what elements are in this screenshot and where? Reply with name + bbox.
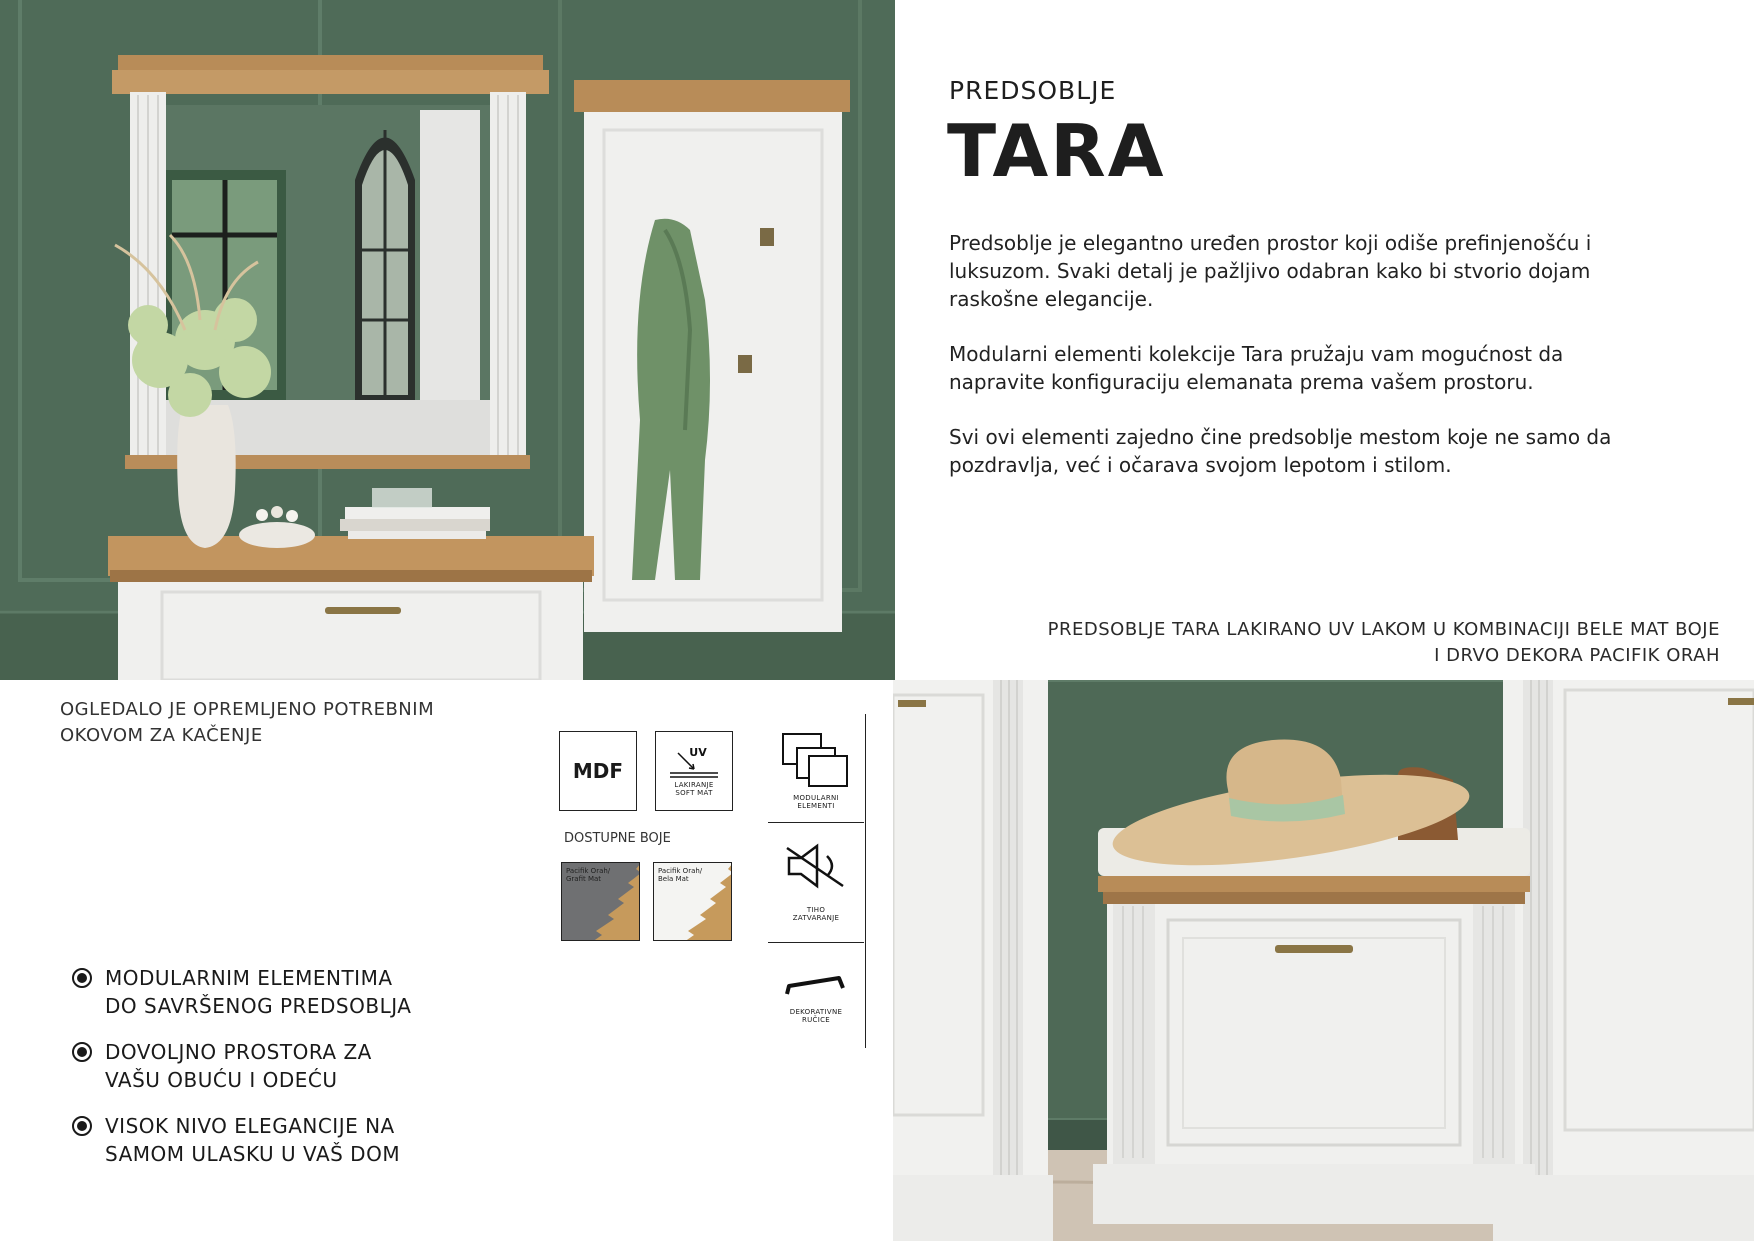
available-colors-title: DOSTUPNE BOJE [564,831,671,846]
uv-lacquer-badge [655,731,733,811]
modular-label-line: ELEMENTI [797,802,835,810]
modular-label-line: MODULARNI [793,794,839,802]
benefit-text [105,1038,372,1094]
uv-icon-text: UV [689,746,707,759]
benefits-list [72,964,411,1186]
icon-divider [768,942,864,943]
silent-closing-feature [768,842,864,922]
product-category: PREDSOBLJE [949,76,1117,105]
swatch-label [566,867,610,883]
finish-caption-line: PREDSOBLJE TARA LAKIRANO UV LAKOM U KOMBINACIJI BELE MAT BOJE [1047,619,1720,640]
radio-bullet-icon [72,1042,92,1062]
decorative-handles-feature [768,968,864,1024]
icon-divider [768,822,864,823]
silent-label [793,906,840,922]
uv-label-line: LAKIRANJE [674,781,714,789]
description-paragraph: Svi ovi elementi zajedno čine predsoblje mestom koje ne samo da pozdravlja, već i očarava svojom lepotom i stilom. [949,425,1612,477]
uv-label [674,781,713,797]
uv-label-line: SOFT MAT [675,789,713,797]
modular-blocks-icon [781,732,851,788]
mirror-note [60,697,434,749]
swatch-label-line: Grafit Mat [566,875,602,883]
mdf-badge [559,731,637,811]
radio-bullet-icon [72,968,92,988]
modular-elements-feature [768,732,864,810]
benefit-text [105,964,411,1020]
benefit-line: VAŠU OBUĆU I ODEĆU [105,1068,338,1092]
color-swatch-oak-graphite [561,862,640,941]
mirror-note-line: OKOVOM ZA KAČENJE [60,725,263,746]
finish-caption-line: I DRVO DEKORA PACIFIK ORAH [1434,645,1720,666]
finish-caption [1048,617,1720,669]
benefit-item [72,1112,411,1168]
mute-speaker-icon [781,842,851,890]
benefit-line: VISOK NIVO ELEGANCIJE NA [105,1114,395,1138]
silent-label-line: TIHO [806,906,826,914]
uv-icon [666,745,722,781]
hallway-photo-mirror-and-coat-panel [0,0,895,680]
mirror-note-line: OGLEDALO JE OPREMLJENO POTREBNIM [60,699,435,720]
product-title: TARA [947,109,1166,193]
color-swatch-oak-white [653,862,732,941]
handles-label-line: RUČICE [801,1016,831,1024]
swatch-label-line: Bela Mat [658,875,689,883]
product-description [949,229,1649,506]
benefit-text [105,1112,400,1168]
benefit-item [72,1038,411,1094]
handles-label [790,1008,842,1024]
benefit-line: DO SAVRŠENOG PREDSOBLJA [105,994,412,1018]
silent-label-line: ZATVARANJE [792,914,840,922]
swatch-label [658,867,702,883]
feature-icons-column [768,714,866,1048]
swatch-label-line: Pacifik Orah/ [566,867,611,875]
swatch-label-line: Pacifik Orah/ [658,867,703,875]
hallway-photo-bench-with-hat [893,680,1754,1241]
description-paragraph: Predsoblje je elegantno uređen prostor koji odiše prefinjenošću i luksuzom. Svaki detalj je pažljivo odabran kako bi stvorio dojam raskošne elegancije. [949,231,1592,311]
radio-bullet-icon [72,1116,92,1136]
handle-icon [781,968,851,1004]
benefit-line: DOVOLJNO PROSTORA ZA [105,1040,372,1064]
benefit-line: SAMOM ULASKU U VAŠ DOM [105,1142,401,1166]
modular-label [793,794,839,810]
benefit-item [72,964,411,1020]
description-paragraph: Modularni elementi kolekcije Tara pružaju vam mogućnost da napravite konfiguraciju elemanata prema vašem prostoru. [949,342,1564,394]
benefit-line: MODULARNIM ELEMENTIMA [105,966,393,990]
mdf-label: MDF [572,759,624,783]
handles-label-line: DEKORATIVNE [789,1008,843,1016]
